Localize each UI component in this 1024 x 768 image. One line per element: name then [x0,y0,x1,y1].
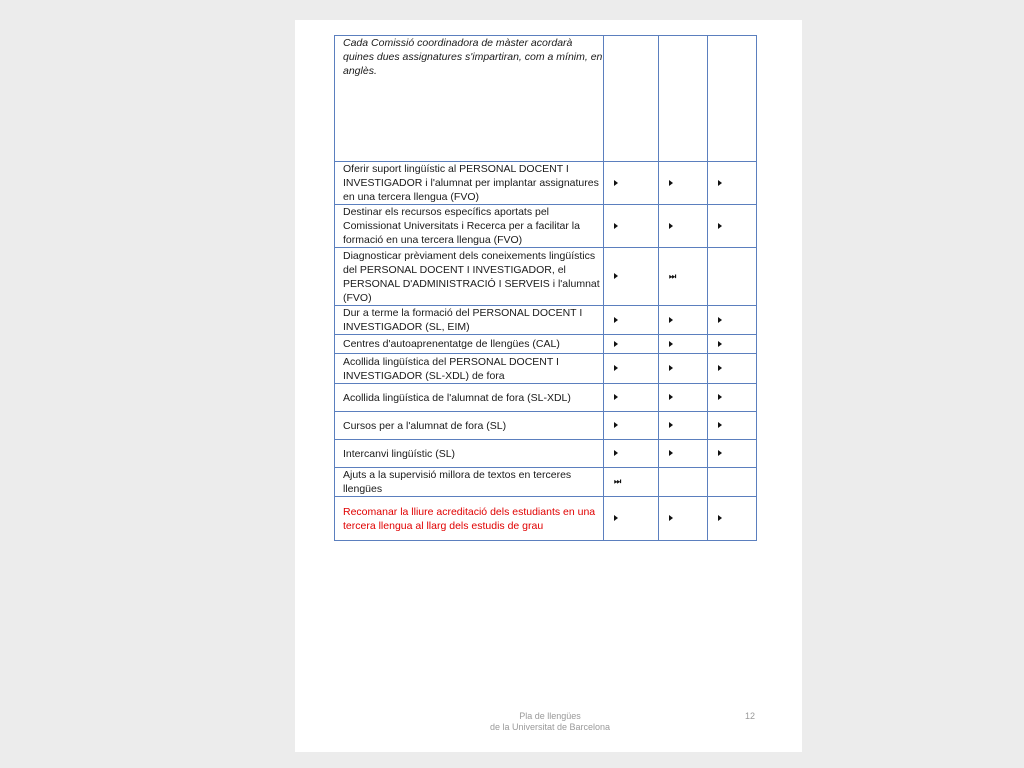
mark-cell [708,162,757,205]
mark-cell [708,335,757,354]
action-description: Diagnosticar prèviament dels coneixements lingüístics del PERSONAL DOCENT I INVESTIGADOR, el PERSONAL D'ADMINISTRACIÓ I SERVEIS i l'alumnat (FVO) [335,248,604,306]
mark-cell [659,354,708,384]
mark-cell [659,162,708,205]
arrow-bullet-icon [669,365,673,371]
mark-cell [659,468,708,497]
mark-cell [659,440,708,468]
mark-cell [659,205,708,248]
mark-cell [604,335,659,354]
footer-line-2: de la Universitat de Barcelona [489,722,611,732]
actions-table [334,35,757,541]
arrow-bullet-icon [614,365,618,371]
mark-cell [604,497,659,541]
mark-cell [708,384,757,412]
arrow-bullet-icon [718,422,722,428]
mark-cell [604,412,659,440]
table-row [335,354,757,384]
mark-cell [604,36,659,162]
arrow-bullet-icon [614,394,618,400]
action-description: Recomanar la lliure acreditació dels estudiants en una tercera llengua al llarg dels estudis de grau [335,497,604,541]
table-row [335,497,757,541]
arrow-bullet-icon [718,180,722,186]
arrow-bullet-icon [614,180,618,186]
arrow-bullet-icon [669,515,673,521]
mark-cell [708,205,757,248]
fast-forward-icon: ⏭ [614,477,621,486]
action-description: Ajuts a la supervisió millora de textos en terceres llengües [335,468,604,497]
table-row [335,248,757,306]
action-description: Cada Comissió coordinadora de màster acordarà quines dues assignatures s'impartiran, com a mínim, en anglès. [335,36,604,162]
mark-cell [708,412,757,440]
mark-cell [659,248,708,306]
arrow-bullet-icon [669,450,673,456]
arrow-bullet-icon [614,317,618,323]
table-row [335,468,757,497]
action-description: Centres d'autoaprenentatge de llengües (CAL) [335,335,604,354]
arrow-bullet-icon [614,515,618,521]
mark-cell [708,354,757,384]
mark-cell [604,468,659,497]
mark-cell [604,354,659,384]
arrow-bullet-icon [614,422,618,428]
mark-cell [604,205,659,248]
arrow-bullet-icon [718,317,722,323]
mark-cell [708,497,757,541]
arrow-bullet-icon [669,223,673,229]
mark-cell [659,384,708,412]
mark-cell [604,162,659,205]
mark-cell [659,335,708,354]
arrow-bullet-icon [614,223,618,229]
mark-cell [708,306,757,335]
mark-cell [659,497,708,541]
mark-cell [604,440,659,468]
arrow-bullet-icon [614,273,618,279]
mark-cell [708,468,757,497]
page-number: 12 [744,711,755,721]
arrow-bullet-icon [669,341,673,347]
action-description: Cursos per a l'alumnat de fora (SL) [335,412,604,440]
mark-cell [708,440,757,468]
action-description: Destinar els recursos específics aportats pel Comissionat Universitats i Recerca per a facilitar la formació en una tercera llengua (FVO) [335,205,604,248]
arrow-bullet-icon [669,317,673,323]
arrow-bullet-icon [614,450,618,456]
footer-line-1: Pla de llengües [519,711,581,721]
arrow-bullet-icon [718,515,722,521]
arrow-bullet-icon [614,341,618,347]
arrow-bullet-icon [718,450,722,456]
mark-cell [604,248,659,306]
footer-title [445,711,655,733]
table-row [335,162,757,205]
table-row [335,306,757,335]
action-description: Dur a terme la formació del PERSONAL DOCENT I INVESTIGADOR (SL, EIM) [335,306,604,335]
arrow-bullet-icon [669,394,673,400]
mark-cell [659,36,708,162]
arrow-bullet-icon [669,180,673,186]
document-page [295,20,802,752]
mark-cell [604,384,659,412]
mark-cell [708,36,757,162]
arrow-bullet-icon [669,422,673,428]
arrow-bullet-icon [718,394,722,400]
table-row [335,36,757,162]
mark-cell [659,306,708,335]
mark-cell [708,248,757,306]
arrow-bullet-icon [718,365,722,371]
fast-forward-icon: ⏭ [669,271,676,281]
mark-cell [659,412,708,440]
mark-cell [604,306,659,335]
table-body [335,36,757,541]
arrow-bullet-icon [718,341,722,347]
table-row [335,205,757,248]
action-description: Acollida lingüística de l'alumnat de fora (SL-XDL) [335,384,604,412]
arrow-bullet-icon [718,223,722,229]
table-row [335,412,757,440]
table-row [335,335,757,354]
table-row [335,440,757,468]
table-row [335,384,757,412]
action-description: Oferir suport lingüístic al PERSONAL DOCENT I INVESTIGADOR i l'alumnat per implantar assignatures en una tercera llengua (FVO) [335,162,604,205]
action-description: Intercanvi lingüístic (SL) [335,440,604,468]
action-description: Acollida lingüística del PERSONAL DOCENT I INVESTIGADOR (SL-XDL) de fora [335,354,604,384]
